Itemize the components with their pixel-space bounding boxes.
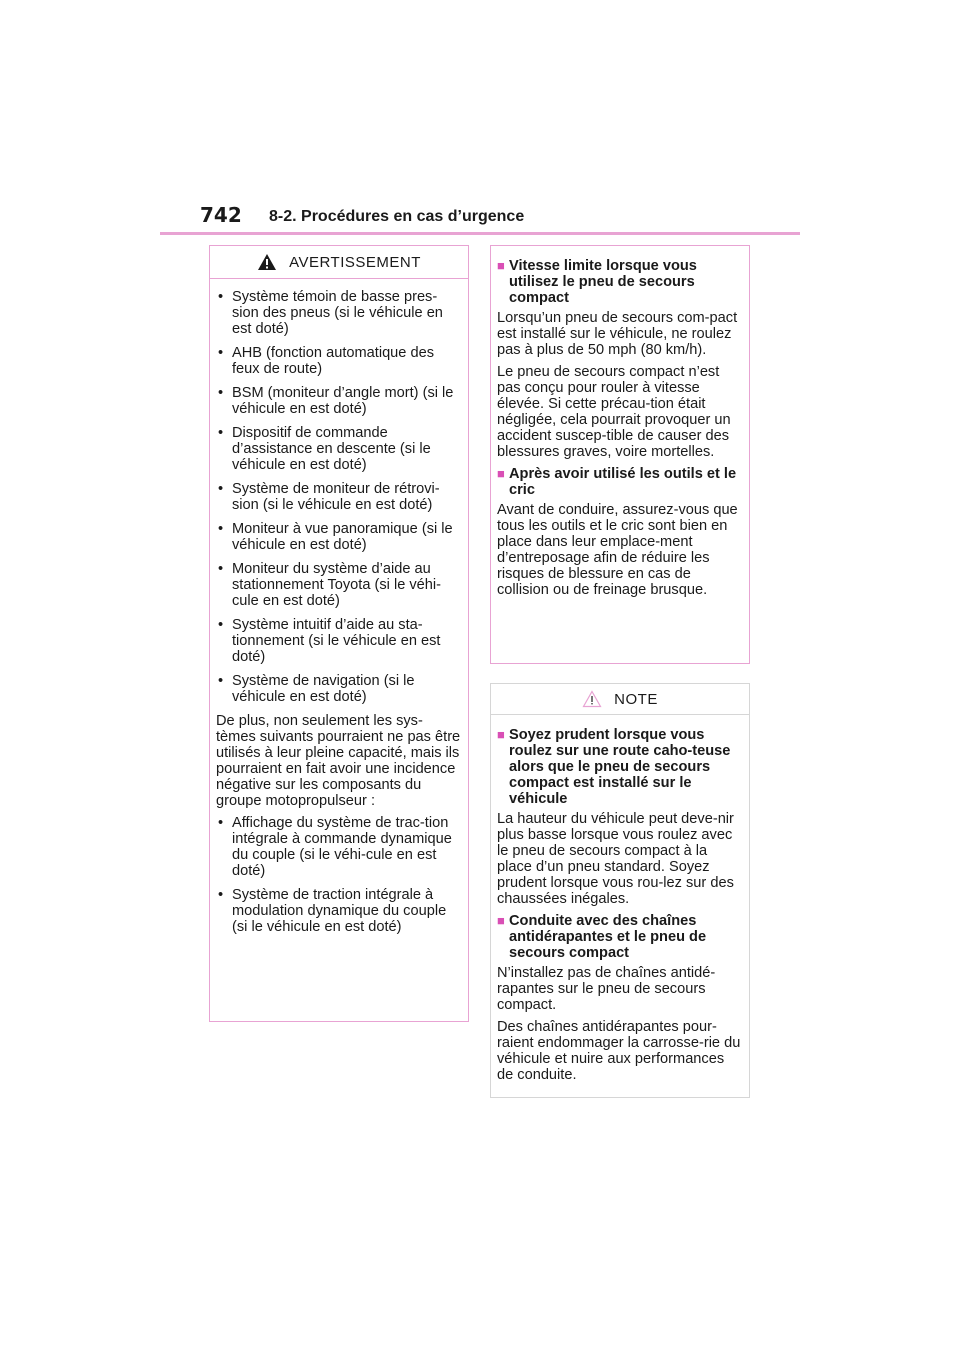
note-header <box>491 684 749 715</box>
list-item: • Système de traction intégrale à modulation dynamique du couple (si le véhicule en est doté) <box>218 887 447 935</box>
warning-triangle-icon <box>257 253 277 271</box>
list-item: • BSM (moniteur d’angle mort) (si le véhicule en est doté) <box>218 385 454 417</box>
warning-header <box>210 246 468 279</box>
speed-limit-content <box>491 246 749 598</box>
list-item: • Système de moniteur de rétrovi-sion (si le véhicule en est doté) <box>218 481 440 513</box>
caution-triangle-icon <box>582 690 602 708</box>
warning-box <box>209 245 469 1022</box>
paragraph: Lorsqu’un pneu de secours com-pact est installé sur le véhicule, ne roulez pas à plus de 50 mph (80 km/h). <box>497 310 738 358</box>
paragraph: Le pneu de secours compact n’est pas conçu pour rouler à vitesse élevée. Si cette précau-tion était négligée, cela pourrait provoquer un accident suscep-tible de causer des blessures graves, voire mortelles. <box>497 364 731 460</box>
section-title: 8-2. Procédures en cas d’urgence <box>269 208 525 225</box>
subheading: ■ Vitesse limite lorsque vous utilisez le pneu de secours compact <box>497 258 697 306</box>
list-item: • Moniteur à vue panoramique (si le véhicule en est doté) <box>218 521 453 553</box>
note-box <box>490 683 750 1098</box>
list-item: • Dispositif de commande d’assistance en descente (si le véhicule en est doté) <box>218 425 431 473</box>
paragraph: Avant de conduire, assurez-vous que tous les outils et le cric sont bien en place dans leur emplace-ment d’entreposage afin de réduire les risques de blessure en cas de collision ou de freinage brusque. <box>497 502 738 598</box>
subheading: ■ Conduite avec des chaînes antidérapantes et le pneu de secours compact <box>497 913 707 961</box>
square-bullet-icon: ■ <box>497 913 505 928</box>
warning-content <box>210 279 468 935</box>
list-item: • Système de navigation (si le véhicule en est doté) <box>218 673 415 705</box>
warning-title: AVERTISSEMENT <box>289 253 421 271</box>
list-item: • Affichage du système de trac-tion intégrale à commande dynamique du couple (si le véhi-cule en est doté) <box>218 815 452 879</box>
paragraph: La hauteur du véhicule peut deve-nir plus basse lorsque vous roulez avec le pneu de secours compact à la place d’un pneu standard. Soyez prudent lorsque vous rou-lez sur des chaussées inégales. <box>497 811 734 907</box>
note-content <box>491 715 749 1083</box>
list-item: • Système intuitif d’aide au sta-tionnement (si le véhicule en est doté) <box>218 617 441 665</box>
list-item: • Moniteur du système d’aide au stationnement Toyota (si le véhi-cule en est doté) <box>218 561 442 609</box>
square-bullet-icon: ■ <box>497 258 505 273</box>
header-divider <box>160 232 800 235</box>
subheading: ■ Soyez prudent lorsque vous roulez sur une route caho-teuse alors que le pneu de secours compact est installé sur le véhicule <box>497 727 731 807</box>
speed-limit-box <box>490 245 750 664</box>
note-title: NOTE <box>614 690 658 708</box>
paragraph: N’installez pas de chaînes antidé-rapantes sur le pneu de secours compact. <box>497 965 716 1013</box>
list-item: • Système témoin de basse pres-sion des pneus (si le véhicule en est doté) <box>218 289 443 337</box>
list-item: • AHB (fonction automatique des feux de route) <box>218 345 434 377</box>
square-bullet-icon: ■ <box>497 727 505 742</box>
square-bullet-icon: ■ <box>497 466 505 481</box>
paragraph: Des chaînes antidérapantes pour-raient endommager la carrosse-rie du véhicule et nuire aux performances de conduite. <box>497 1019 741 1083</box>
page-number: 742 <box>200 203 242 227</box>
warning-paragraph: De plus, non seulement les sys-tèmes suivants pourraient ne pas être utilisés à leur pleine capacité, mais ils pourraient en fait avoir une incidence négative sur les composants du groupe motopropulseur : <box>216 713 461 809</box>
subheading: ■ Après avoir utilisé les outils et le cric <box>497 466 737 498</box>
